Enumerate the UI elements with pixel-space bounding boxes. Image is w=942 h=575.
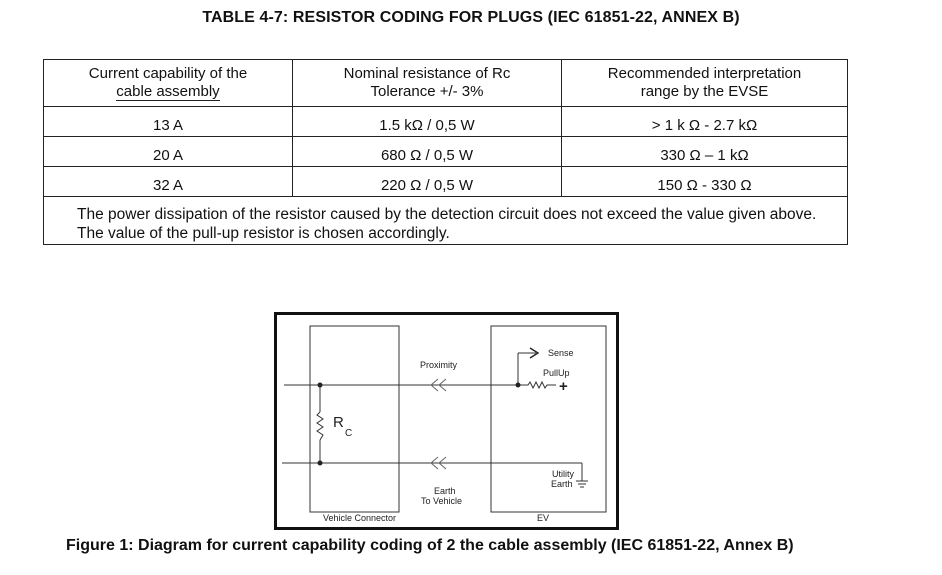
earth-to-vehicle-label: To Vehicle [421,496,463,506]
junction-dot [318,383,323,388]
table-cell: 13 A [44,107,293,137]
table-row [44,107,848,137]
figure-caption: Figure 1: Diagram for current capability coding of 2 the cable assembly (IEC 61851-22, Annex B) [66,537,794,554]
header-line: range by the EVSE [640,83,769,100]
table-cell: 220 Ω / 0,5 W [293,167,562,197]
header-line: cable assembly [116,83,220,100]
proximity-label: Proximity [420,360,458,370]
table-note-row [44,197,848,245]
coding-circuit-diagram [274,312,619,530]
table-row [44,167,848,197]
header-current-capability [44,60,293,107]
table-cell: 680 Ω / 0,5 W [293,137,562,167]
table-cell: 150 Ω - 330 Ω [562,167,848,197]
rc-label: R [333,414,344,431]
table-cell: 1.5 kΩ / 0,5 W [293,107,562,137]
table-row [44,137,848,167]
resistor-coding-table [43,59,848,245]
junction-dot [516,383,521,388]
header-line: Current capability of the [88,65,248,82]
sense-label: Sense [548,348,574,358]
table-cell: 20 A [44,137,293,167]
header-line: Recommended interpretation [607,65,802,82]
resistor-rc-icon [317,412,323,440]
utility-earth-label: Utility [552,469,574,479]
vehicle-connector-label: Vehicle Connector [323,513,397,523]
ev-label: EV [537,513,550,523]
pullup-label: PullUp [543,368,570,378]
header-nominal-resistance [293,60,562,107]
table-cell: 32 A [44,167,293,197]
header-line: Nominal resistance of Rc [343,65,511,82]
table-note: The power dissipation of the resistor caused by the detection circuit does not exceed the value given above. The value of the pull-up resistor is chosen accordingly. [44,197,848,245]
plus-terminal: + [559,378,568,395]
table-cell: 330 Ω – 1 kΩ [562,137,848,167]
earth-to-vehicle-label: Earth [434,486,456,496]
rc-subscript: C [345,428,353,439]
header-line: Tolerance +/- 3% [370,83,484,100]
table-header-row [44,60,848,107]
utility-earth-label: Earth [551,479,573,489]
pullup-resistor-icon [524,382,556,388]
table-cell: > 1 k Ω - 2.7 kΩ [562,107,848,137]
table-title: TABLE 4-7: RESISTOR CODING FOR PLUGS (IEC 61851-22, ANNEX B) [202,9,740,26]
header-interpretation-range [562,60,848,107]
junction-dot [318,461,323,466]
